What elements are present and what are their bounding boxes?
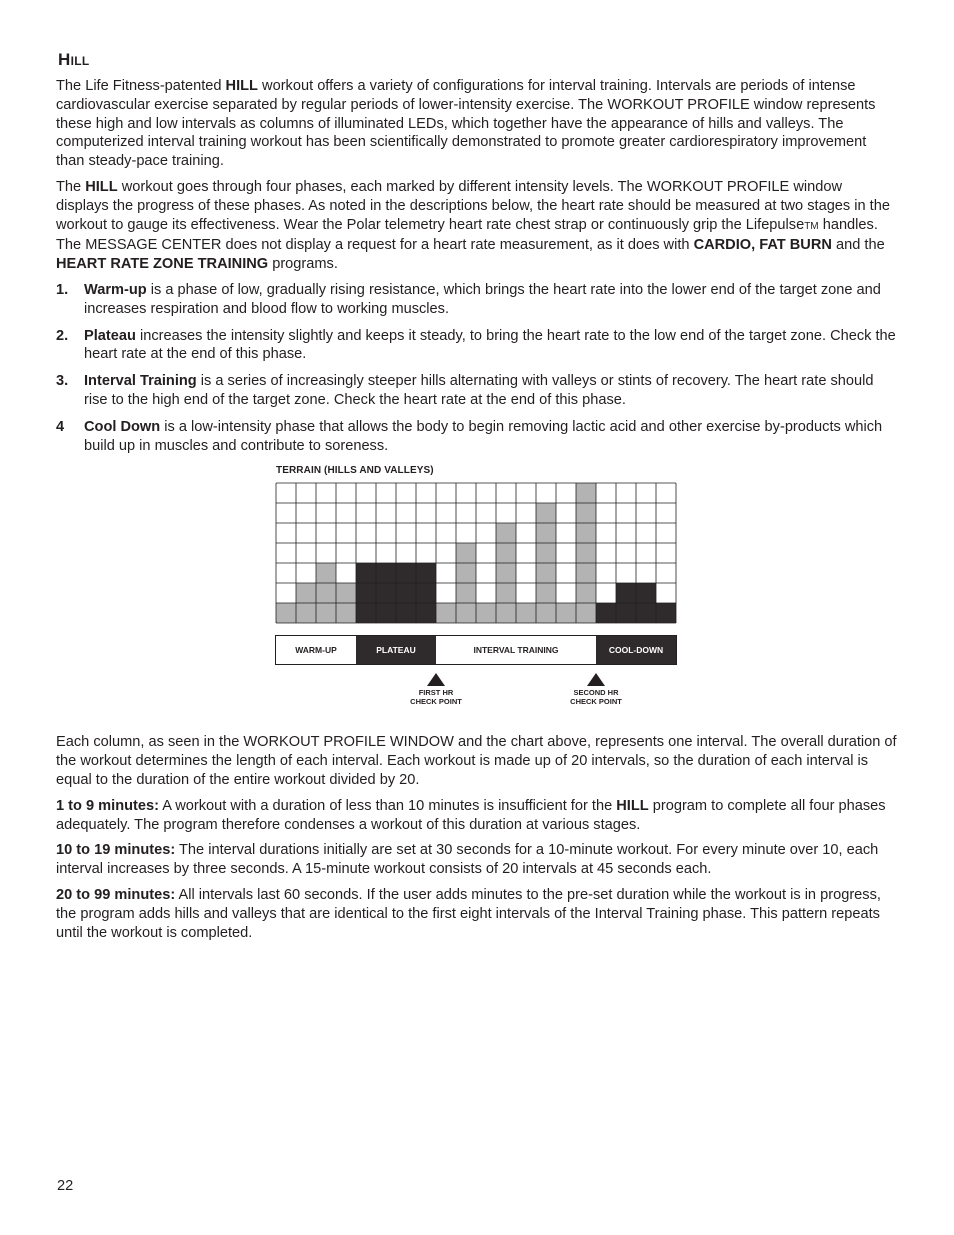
bar-cell-col-12: [496, 523, 516, 543]
body-paragraph-10-19: [56, 841, 898, 879]
list-number: 1.: [56, 281, 69, 298]
phase-description: is a low-intensity phase that allows the body to begin removing lactic acid and other exercise by-products which build up in muscles and contribute to soreness.: [84, 418, 883, 454]
bar-cell-col-7: [396, 603, 416, 623]
list-number: 4: [56, 418, 65, 435]
bar-cell-col-3: [316, 583, 336, 603]
bar-cell-col-18: [616, 603, 636, 623]
bar-cell-col-10: [456, 583, 476, 603]
bar-cell-col-9: [436, 603, 456, 623]
bar-cell-col-3: [316, 563, 336, 583]
list-item: [56, 327, 898, 365]
text: programs.: [268, 256, 338, 273]
intro-paragraph-1: [56, 77, 898, 171]
bar-cell-col-16: [576, 583, 596, 603]
bar-cell-col-10: [456, 543, 476, 563]
phase-label-interval-training: INTERVAL TRAINING: [436, 636, 596, 664]
trademark-mark: TM: [804, 220, 819, 232]
bar-cell-col-8: [416, 603, 436, 623]
phase-term: Plateau: [84, 327, 136, 344]
bar-cell-col-6: [376, 583, 396, 603]
page-number: 22: [57, 1178, 74, 1194]
bar-cell-col-6: [376, 563, 396, 583]
bar-cell-col-19: [636, 603, 656, 623]
intro-paragraph-2: [56, 178, 898, 274]
bar-cell-col-1: [276, 603, 296, 623]
bar-cell-col-20: [656, 603, 676, 623]
bar-cell-col-2: [296, 603, 316, 623]
triangle-up-icon: [587, 673, 605, 686]
bar-cell-col-7: [396, 583, 416, 603]
text: handles. The MESSAGE CENTER does not display a request for a heart rate measurement, as it does with: [56, 216, 878, 254]
bar-cell-col-14: [536, 503, 556, 523]
triangle-up-icon: [427, 673, 445, 686]
list-item: [56, 418, 898, 456]
bar-cell-col-16: [576, 563, 596, 583]
phase-term: Cool Down: [84, 418, 161, 435]
program-name: HILL: [85, 178, 118, 195]
bar-cell-col-15: [556, 603, 576, 623]
bar-cell-col-16: [576, 603, 596, 623]
program-name: HEART RATE ZONE TRAINING: [56, 256, 269, 273]
first-hr-checkpoint: [396, 673, 476, 706]
body-paragraph-20-99: [56, 886, 898, 942]
phase-label-warm-up: WARM-UP: [276, 636, 356, 664]
duration-term: 20 to 99 minutes:: [56, 886, 176, 903]
bar-cell-col-14: [536, 543, 556, 563]
bar-cell-col-13: [516, 603, 536, 623]
text: The interval durations initially are set at 30 seconds for a 10-minute workout. For every minute over 10, each interval increases by three seconds. A 15-minute workout consists of 20 intervals at 45 seconds each.: [56, 842, 879, 878]
manual-page: [56, 50, 898, 949]
bar-cell-col-8: [416, 583, 436, 603]
second-hr-checkpoint: [556, 673, 636, 706]
checkpoint-line-2: CHECK POINT: [570, 697, 622, 707]
phase-bar: [275, 635, 677, 665]
bar-cell-col-11: [476, 603, 496, 623]
text: A workout with a duration of less than 10 minutes is insufficient for the: [158, 797, 617, 814]
bar-cell-col-10: [456, 603, 476, 623]
bar-cell-col-17: [596, 603, 616, 623]
checkpoint-line-1: SECOND HR: [573, 688, 619, 698]
terrain-grid: [275, 482, 679, 624]
duration-term: 1 to 9 minutes:: [56, 797, 159, 814]
checkpoint-line-2: CHECK POINT: [410, 697, 462, 707]
program-names: CARDIO, FAT BURN: [693, 237, 832, 254]
bar-cell-col-19: [636, 583, 656, 603]
bar-cell-col-16: [576, 503, 596, 523]
list-number: 2.: [56, 327, 69, 344]
bar-cell-col-2: [296, 583, 316, 603]
list-item: [56, 281, 898, 319]
phase-label-cool-down: COOL-DOWN: [596, 636, 676, 664]
text: workout goes through four phases, each marked by different intensity levels. The WORKOUT PROFILE window displays the progress of these phases. As noted in the descriptions below, the heart rate should be measured at two stages in the workout to gauge its effectiveness. Wear the Polar telemetry heart rate chest strap or continuously grip the Lifepulse: [56, 178, 890, 233]
text: The: [56, 178, 86, 195]
bar-cell-col-3: [316, 603, 336, 623]
bar-cell-col-16: [576, 523, 596, 543]
bar-cell-col-8: [416, 563, 436, 583]
bar-cell-col-14: [536, 523, 556, 543]
list-number: 3.: [56, 373, 69, 390]
program-name: HILL: [225, 78, 258, 94]
bar-cell-col-14: [536, 583, 556, 603]
checkpoint-line-1: FIRST HR: [418, 688, 454, 698]
terrain-figure: [275, 465, 685, 715]
section-heading: Hill: [58, 50, 90, 69]
bar-cell-col-7: [396, 563, 416, 583]
bar-cell-col-12: [496, 583, 516, 603]
duration-term: 10 to 19 minutes:: [56, 842, 176, 859]
phase-list: [56, 281, 898, 455]
body-paragraph-1-9: [56, 797, 898, 835]
bar-cell-col-4: [336, 583, 356, 603]
bar-cell-col-16: [576, 483, 596, 503]
text: program to complete all four phases adequately. The program therefore condenses a workout of this duration at various stages.: [56, 797, 886, 833]
bar-cell-col-5: [356, 563, 376, 583]
bar-cell-col-6: [376, 603, 396, 623]
bar-cell-col-14: [536, 603, 556, 623]
text: and the: [831, 237, 885, 254]
phase-term: Warm-up: [84, 281, 147, 298]
phase-term: Interval Training: [84, 373, 197, 390]
list-item: [56, 372, 898, 410]
bar-cell-col-16: [576, 543, 596, 563]
bar-cell-col-5: [356, 583, 376, 603]
program-name: HILL: [616, 797, 649, 814]
phase-label-plateau: PLATEAU: [356, 636, 436, 664]
text: All intervals last 60 seconds. If the user adds minutes to the pre-set duration while the workout is in progress, the program adds hills and valleys that are identical to the first eight intervals of the Interval Training phase. This pattern repeats until the workout is completed.: [56, 886, 881, 941]
bar-cell-col-18: [616, 583, 636, 603]
text: workout offers a variety of configurations for interval training. Intervals are periods of intense cardiovascular exercise separated by regular periods of lower-intensity exercise. The WORKOUT PROFILE window represents these high and low intervals as columns of illuminated LEDs, which together have the appearance of hills and valleys. The computerized interval training workout has been scientifically demonstrated to promote greater cardiorespiratory improvement than steady-pace training.: [56, 78, 876, 170]
bar-cell-col-10: [456, 563, 476, 583]
bar-cell-col-12: [496, 603, 516, 623]
bar-cell-col-14: [536, 563, 556, 583]
chart-title: TERRAIN (HILLS AND VALLEYS): [276, 465, 434, 477]
bar-cell-col-5: [356, 603, 376, 623]
phase-description: is a phase of low, gradually rising resistance, which brings the heart rate into the lower end of the target zone and increases respiration and blood flow to working muscles.: [84, 281, 881, 317]
bar-cell-col-12: [496, 543, 516, 563]
phase-description: is a series of increasingly steeper hills alternating with valleys or stints of recovery. The heart rate should rise to the high end of the target zone. Check the heart rate at the end of this phase.: [84, 373, 874, 408]
text: The Life Fitness-patented: [56, 78, 226, 94]
bar-cell-col-12: [496, 563, 516, 583]
body-paragraph-interval: Each column, as seen in the WORKOUT PROFILE WINDOW and the chart above, represents one interval. The overall duration of the workout determines the length of each interval. Each workout is made up of 20 intervals, so the duration of each interval is equal to the duration of the entire workout divided by 20.: [56, 734, 897, 788]
bar-cell-col-4: [336, 603, 356, 623]
phase-description: increases the intensity slightly and keeps it steady, to bring the heart rate to the low end of the target zone. Check the heart rate at the end of this phase.: [84, 327, 896, 363]
